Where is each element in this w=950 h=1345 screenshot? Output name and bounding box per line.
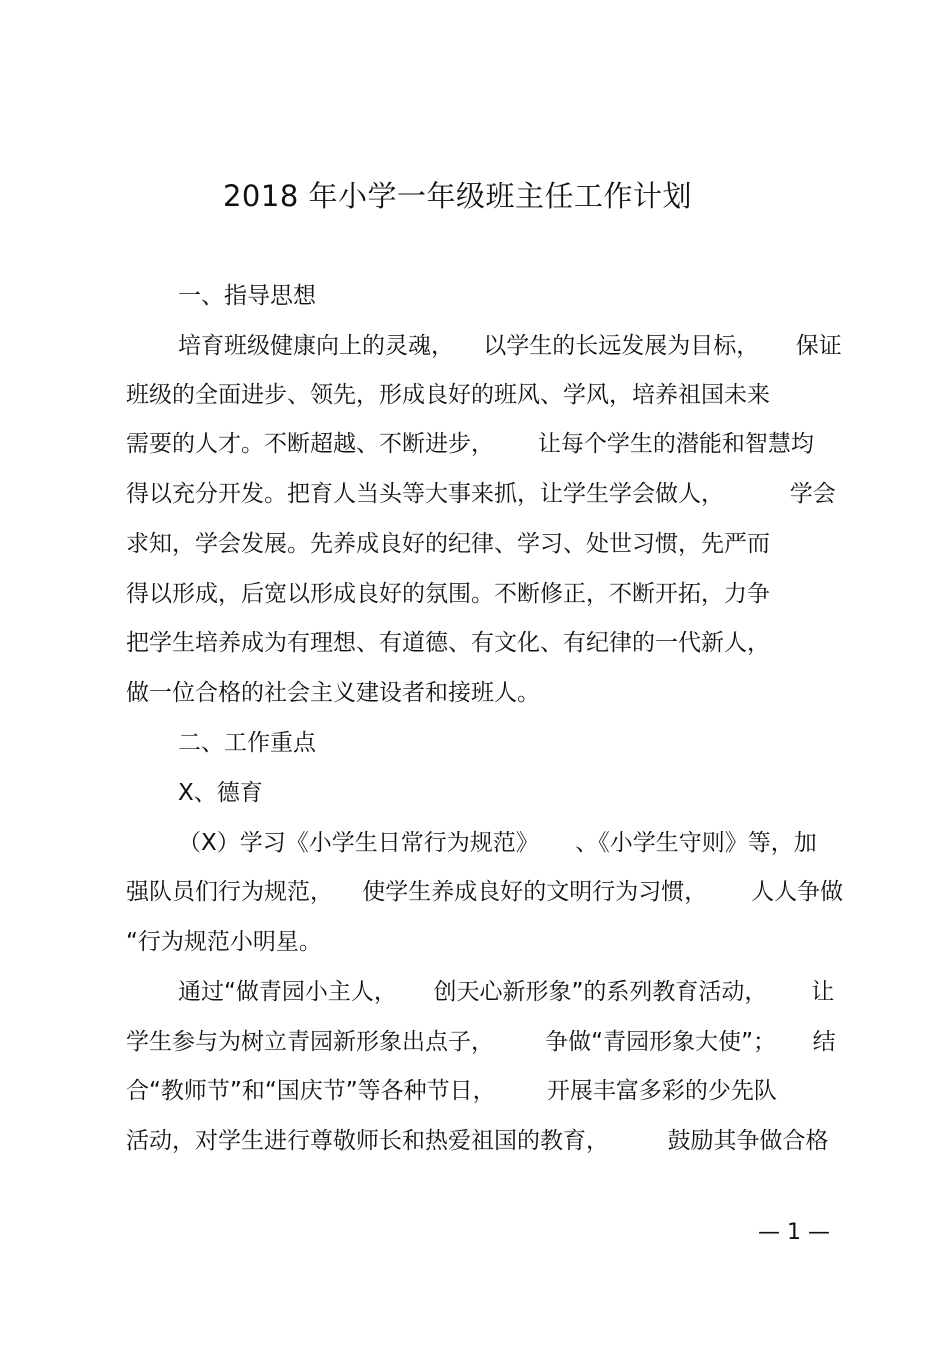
paragraph-line: “行为规范小明星。 bbox=[126, 929, 322, 955]
section-heading-guiding-thought: 一、指导思想 bbox=[178, 283, 316, 309]
paragraph-line: 需要的人才。不断超越、不断进步， 让每个学生的潜能和智慧均 bbox=[126, 431, 814, 457]
paragraph-line: 学生参与为树立青园新形象出点子， 争做“青园形象大使”； 结 bbox=[126, 1029, 836, 1055]
paragraph-line: 合“教师节”和“国庆节”等各种节日， 开展丰富多彩的少先队 bbox=[126, 1078, 777, 1104]
paragraph-line: 通过“做青园小主人， 创天心新形象”的系列教育活动， 让 bbox=[178, 979, 835, 1005]
paragraph-line: 做一位合格的社会主义建设者和接班人。 bbox=[126, 680, 540, 706]
paragraph-line: 把学生培养成为有理想、有道德、有文化、有纪律的一代新人， bbox=[126, 630, 770, 656]
page-number: — 1 — bbox=[758, 1220, 830, 1245]
paragraph-line: 班级的全面进步、领先，形成良好的班风、学风，培养祖国未来 bbox=[126, 382, 770, 408]
paragraph-line: 活动，对学生进行尊敬师长和热爱祖国的教育， 鼓励其争做合格 bbox=[126, 1128, 829, 1154]
document-title: 2018 年小学一年级班主任工作计划 bbox=[222, 179, 693, 213]
subsection-heading-moral-education: X、德育 bbox=[178, 780, 263, 806]
paragraph-line: 强队员们行为规范， 使学生养成良好的文明行为习惯， 人人争做 bbox=[126, 879, 844, 905]
section-heading-work-focus: 二、工作重点 bbox=[178, 730, 316, 756]
paragraph-line: 培育班级健康向上的灵魂， 以学生的长远发展为目标， 保证 bbox=[178, 333, 842, 359]
paragraph-line: （X）学习《小学生日常行为规范》 、《小学生守则》等，加 bbox=[178, 830, 817, 856]
paragraph-line: 得以充分开发。把育人当头等大事来抓，让学生学会做人， 学会 bbox=[126, 481, 836, 507]
paragraph-line: 得以形成，后宽以形成良好的氛围。不断修正，不断开拓，力争 bbox=[126, 581, 770, 607]
paragraph-line: 求知，学会发展。先养成良好的纪律、学习、处世习惯，先严而 bbox=[126, 531, 770, 557]
